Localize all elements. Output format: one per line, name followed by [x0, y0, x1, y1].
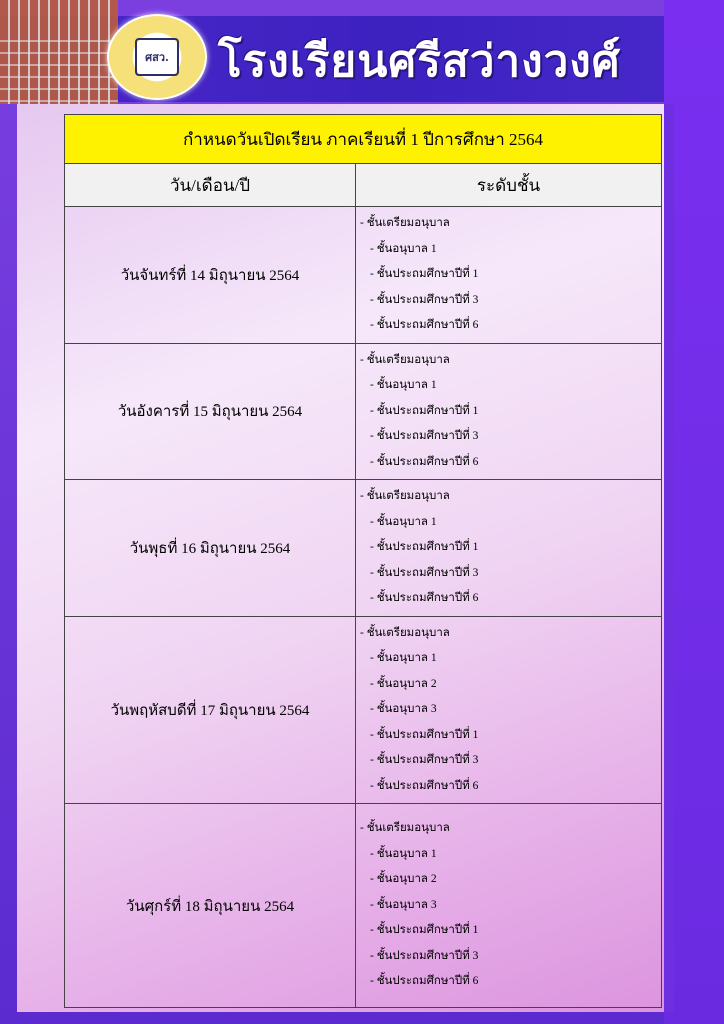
level-item: - ชั้นอนุบาล 3: [370, 703, 437, 715]
table-row: [65, 207, 662, 344]
level-item: - ชั้นประถมศึกษาปีที่ 6: [370, 592, 479, 604]
level-item: - ชั้นประถมศึกษาปีที่ 3: [370, 430, 479, 442]
school-name: โรงเรียนศรีสว่างวงศ์: [218, 36, 621, 87]
level-item: - ชั้นประถมศึกษาปีที่ 6: [370, 779, 479, 792]
level-item: - ชั้นประถมศึกษาปีที่ 3: [370, 949, 479, 962]
level-item: - ชั้นประถมศึกษาปีที่ 1: [370, 728, 479, 741]
level-item: - ชั้นอนุบาล 1: [370, 652, 437, 664]
school-building-image: [0, 0, 118, 104]
table-row: [65, 343, 662, 480]
header-level: ระดับชั้น: [356, 164, 662, 207]
level-cell: [356, 616, 662, 804]
date-cell: วันพุธที่ 16 มิถุนายน 2564: [65, 480, 356, 617]
level-item: - ชั้นประถมศึกษาปีที่ 1: [370, 924, 479, 937]
schedule-table: [64, 114, 662, 1008]
level-item: - ชั้นเตรียมอนุบาล: [360, 217, 450, 229]
level-item: - ชั้นอนุบาล 2: [370, 873, 437, 886]
table-row: [65, 616, 662, 804]
date-cell: วันศุกร์ที่ 18 มิถุนายน 2564: [65, 804, 356, 1008]
level-item: - ชั้นอนุบาล 1: [370, 847, 437, 860]
level-item: - ชั้นเตรียมอนุบาล: [360, 822, 450, 835]
level-cell: [356, 804, 662, 1008]
level-item: - ชั้นอนุบาล 1: [370, 242, 437, 255]
level-item: - ชั้นเตรียมอนุบาล: [360, 490, 450, 502]
level-item: - ชั้นประถมศึกษาปีที่ 6: [370, 319, 479, 331]
table-title: กำหนดวันเปิดเรียน ภาคเรียนที่ 1 ปีการศึกษา 2564: [65, 115, 662, 164]
logo-emblem: ศสว.: [135, 38, 179, 76]
table-row: [65, 804, 662, 1008]
level-item: - ชั้นอนุบาล 2: [370, 677, 437, 690]
level-item: - ชั้นเตรียมอนุบาล: [360, 626, 450, 639]
level-item: - ชั้นอนุบาล 3: [370, 898, 437, 911]
level-cell: [356, 480, 662, 617]
level-item: - ชั้นประถมศึกษาปีที่ 3: [370, 293, 479, 306]
level-cell: [356, 207, 662, 344]
level-item: - ชั้นประถมศึกษาปีที่ 6: [370, 975, 479, 988]
level-item: - ชั้นประถมศึกษาปีที่ 6: [370, 455, 479, 468]
table-row: [65, 480, 662, 617]
date-cell: วันจันทร์ที่ 14 มิถุนายน 2564: [65, 207, 356, 344]
level-item: - ชั้นประถมศึกษาปีที่ 1: [370, 404, 479, 417]
level-item: - ชั้นอนุบาล 1: [370, 515, 437, 528]
level-item: - ชั้นเตรียมอนุบาล: [360, 353, 450, 366]
header-date: วัน/เดือน/ปี: [65, 164, 356, 207]
date-cell: วันอังคารที่ 15 มิถุนายน 2564: [65, 343, 356, 480]
school-logo: [107, 14, 207, 100]
level-item: - ชั้นประถมศึกษาปีที่ 1: [370, 541, 479, 553]
level-item: - ชั้นประถมศึกษาปีที่ 1: [370, 268, 479, 280]
level-item: - ชั้นประถมศึกษาปีที่ 3: [370, 754, 479, 766]
level-cell: [356, 343, 662, 480]
date-cell: วันพฤหัสบดีที่ 17 มิถุนายน 2564: [65, 616, 356, 804]
level-item: - ชั้นประถมศึกษาปีที่ 3: [370, 566, 479, 579]
level-item: - ชั้นอนุบาล 1: [370, 379, 437, 391]
